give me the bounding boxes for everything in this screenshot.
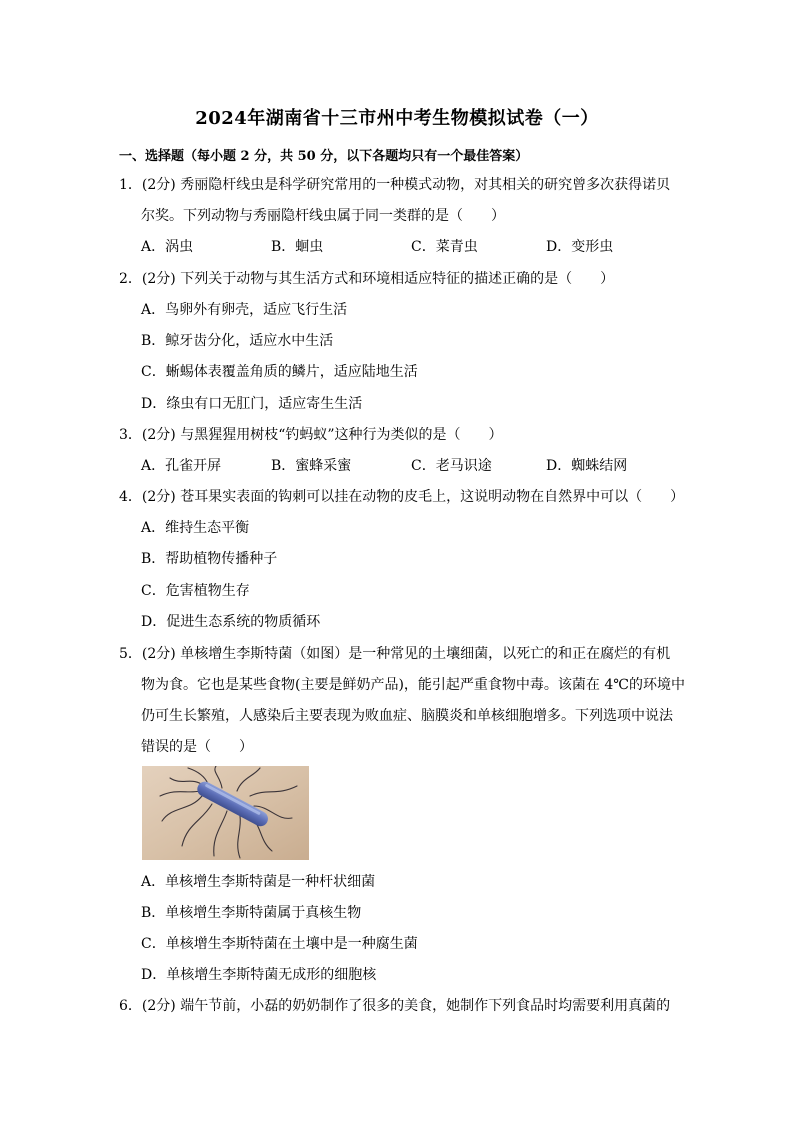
question-2-option-d: D．绦虫有口无肛门，适应寄生生活 <box>141 396 363 412</box>
question-1-option-c: C．菜青虫 <box>411 239 478 255</box>
question-5-option-d: D．单核增生李斯特菌无成形的细胞核 <box>141 967 377 983</box>
bacterium-illustration <box>142 766 309 860</box>
question-2-option-a: A．鸟卵外有卵壳，适应飞行生活 <box>141 302 348 318</box>
question-5-stem-line-1: 5．(2分) 单核增生李斯特菌（如图）是一种常见的土壤细菌，以死亡的和正在腐烂的有机 <box>119 646 671 662</box>
question-4-option-d: D．促进生态系统的物质循环 <box>141 614 321 630</box>
question-4-option-a: A．维持生态平衡 <box>141 520 250 536</box>
question-5-stem-line-2: 物为食。它也是某些食物(主要是鲜奶产品)，能引起严重食物中毒。该菌在 4℃的环境中 <box>141 677 685 693</box>
question-1-option-d: D．变形虫 <box>546 239 614 255</box>
question-1-option-a: A．涡虫 <box>141 239 194 255</box>
question-5-option-b: B．单核增生李斯特菌属于真核生物 <box>141 905 362 921</box>
question-4-option-c: C．危害植物生存 <box>141 583 250 599</box>
question-2-option-b: B．鲸牙齿分化，适应水中生活 <box>141 333 334 349</box>
question-3-option-c: C．老马识途 <box>411 458 492 474</box>
question-2-option-c: C．蜥蜴体表覆盖角质的鳞片，适应陆地生活 <box>141 364 418 380</box>
question-3-option-b: B．蜜蜂采蜜 <box>271 458 352 474</box>
question-5-option-c: C．单核增生李斯特菌在土壤中是一种腐生菌 <box>141 936 418 952</box>
question-4-stem: 4．(2分) 苍耳果实表面的钩刺可以挂在动物的皮毛上，这说明动物在自然界中可以（ ） <box>119 489 685 505</box>
question-2-stem: 2．(2分) 下列关于动物与其生活方式和环境相适应特征的描述正确的是（ ） <box>119 271 615 287</box>
question-5-stem-line-4: 错误的是（ ） <box>141 739 253 755</box>
question-3-stem: 3．(2分) 与黑猩猩用树枝“钓蚂蚁”这种行为类似的是（ ） <box>119 427 503 443</box>
question-6-stem: 6．(2分) 端午节前，小磊的奶奶制作了很多的美食，她制作下列食品时均需要利用真菌的 <box>119 998 671 1014</box>
question-3-option-a: A．孔雀开屏 <box>141 458 222 474</box>
question-5-stem-line-3: 仍可生长繁殖，人感染后主要表现为败血症、脑膜炎和单核细胞增多。下列选项中说法 <box>141 708 673 724</box>
question-4-option-b: B．帮助植物传播种子 <box>141 551 278 567</box>
question-1-option-b: B．蛔虫 <box>271 239 324 255</box>
question-1-stem-line-2: 尔奖。下列动物与秀丽隐杆线虫属于同一类群的是（ ） <box>141 208 505 224</box>
question-1-stem-line-1: 1．(2分) 秀丽隐杆线虫是科学研究常用的一种模式动物，对其相关的研究曾多次获得诺贝 <box>119 177 671 193</box>
section-heading: 一、选择题（每小题 2 分，共 50 分，以下各题均只有一个最佳答案） <box>119 149 529 164</box>
question-3-option-d: D．蜘蛛结网 <box>546 458 628 474</box>
question-5-option-a: A．单核增生李斯特菌是一种杆状细菌 <box>141 874 376 890</box>
page-title: 2024年湖南省十三市州中考生物模拟试卷（一） <box>195 108 599 129</box>
